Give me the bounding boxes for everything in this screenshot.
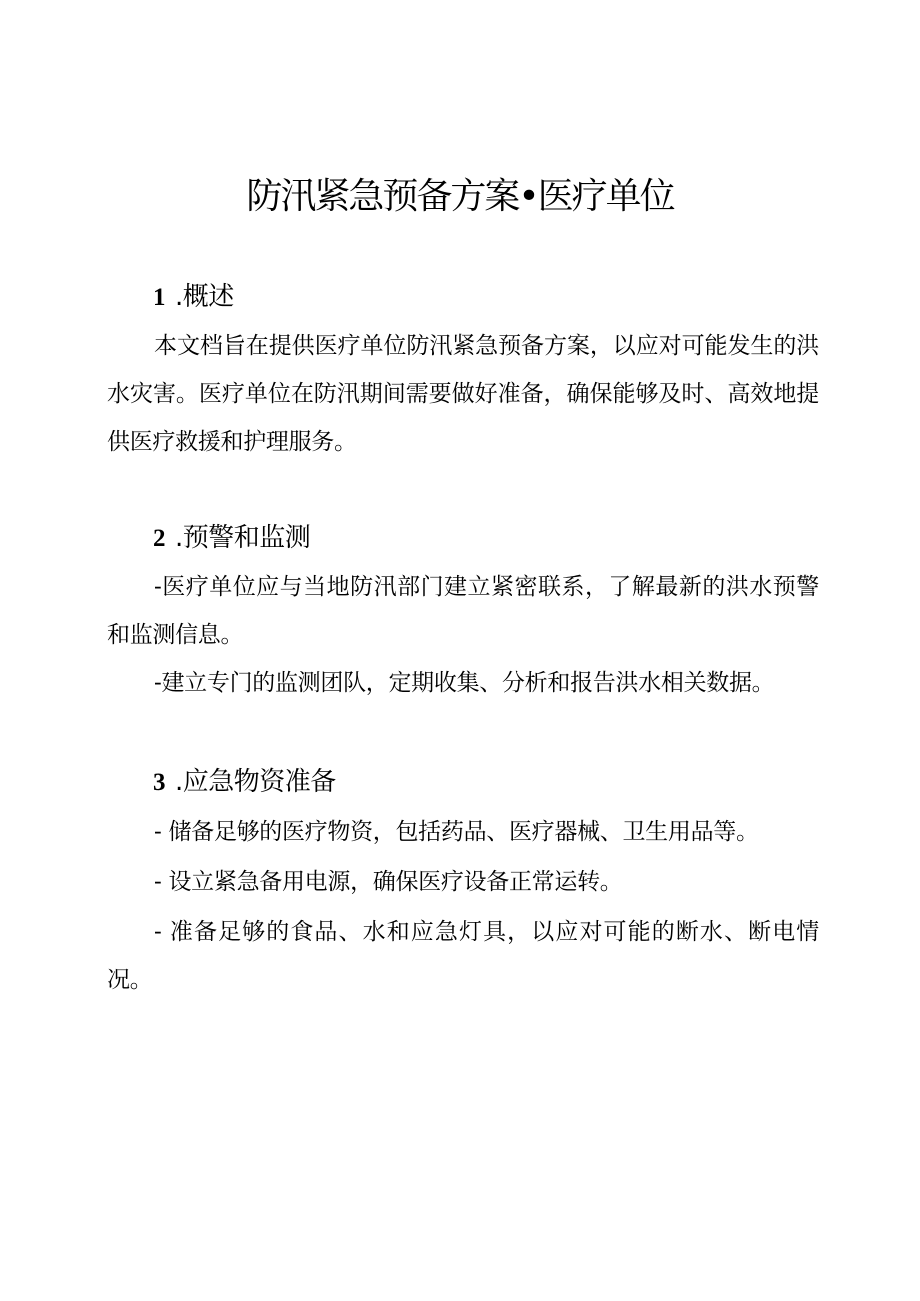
section-1-paragraph-1: 本文档旨在提供医疗单位防汛紧急预备方案，以应对可能发生的洪水灾害。医疗单位在防汛期间需要做好准备，确保能够及时、高效地提供医疗救援和护理服务。: [107, 333, 819, 455]
section-1-number: 1: [153, 284, 165, 311]
section-1-heading: [153, 277, 234, 318]
section-3-paragraph-3: - 准备足够的食品、水和应急灯具，以应对可能的断水、断电情况。: [107, 919, 819, 993]
section-1-title: .概述: [175, 282, 234, 312]
section-2-title: .预警和监测: [175, 523, 311, 553]
section-3-title: .应急物资准备: [175, 767, 336, 797]
section-3-paragraph-1: - 储备足够的医疗物资，包括药品、医疗器械、卫生用品等。: [154, 819, 759, 845]
section-2-number: 2: [153, 525, 165, 552]
section-3-heading: [153, 762, 336, 803]
section-3-paragraph-2: - 设立紧急备用电源，确保医疗设备正常运转。: [154, 869, 623, 895]
document-title: 防汛紧急预备方案•医疗单位: [246, 176, 674, 217]
section-2-paragraph-1: -医疗单位应与当地防汛部门建立紧密联系，了解最新的洪水预警和监测信息。: [107, 574, 819, 648]
section-2-heading: [153, 518, 310, 559]
section-3-number: 3: [153, 769, 165, 796]
section-2-paragraph-2: -建立专门的监测团队，定期收集、分析和报告洪水相关数据。: [154, 670, 775, 696]
